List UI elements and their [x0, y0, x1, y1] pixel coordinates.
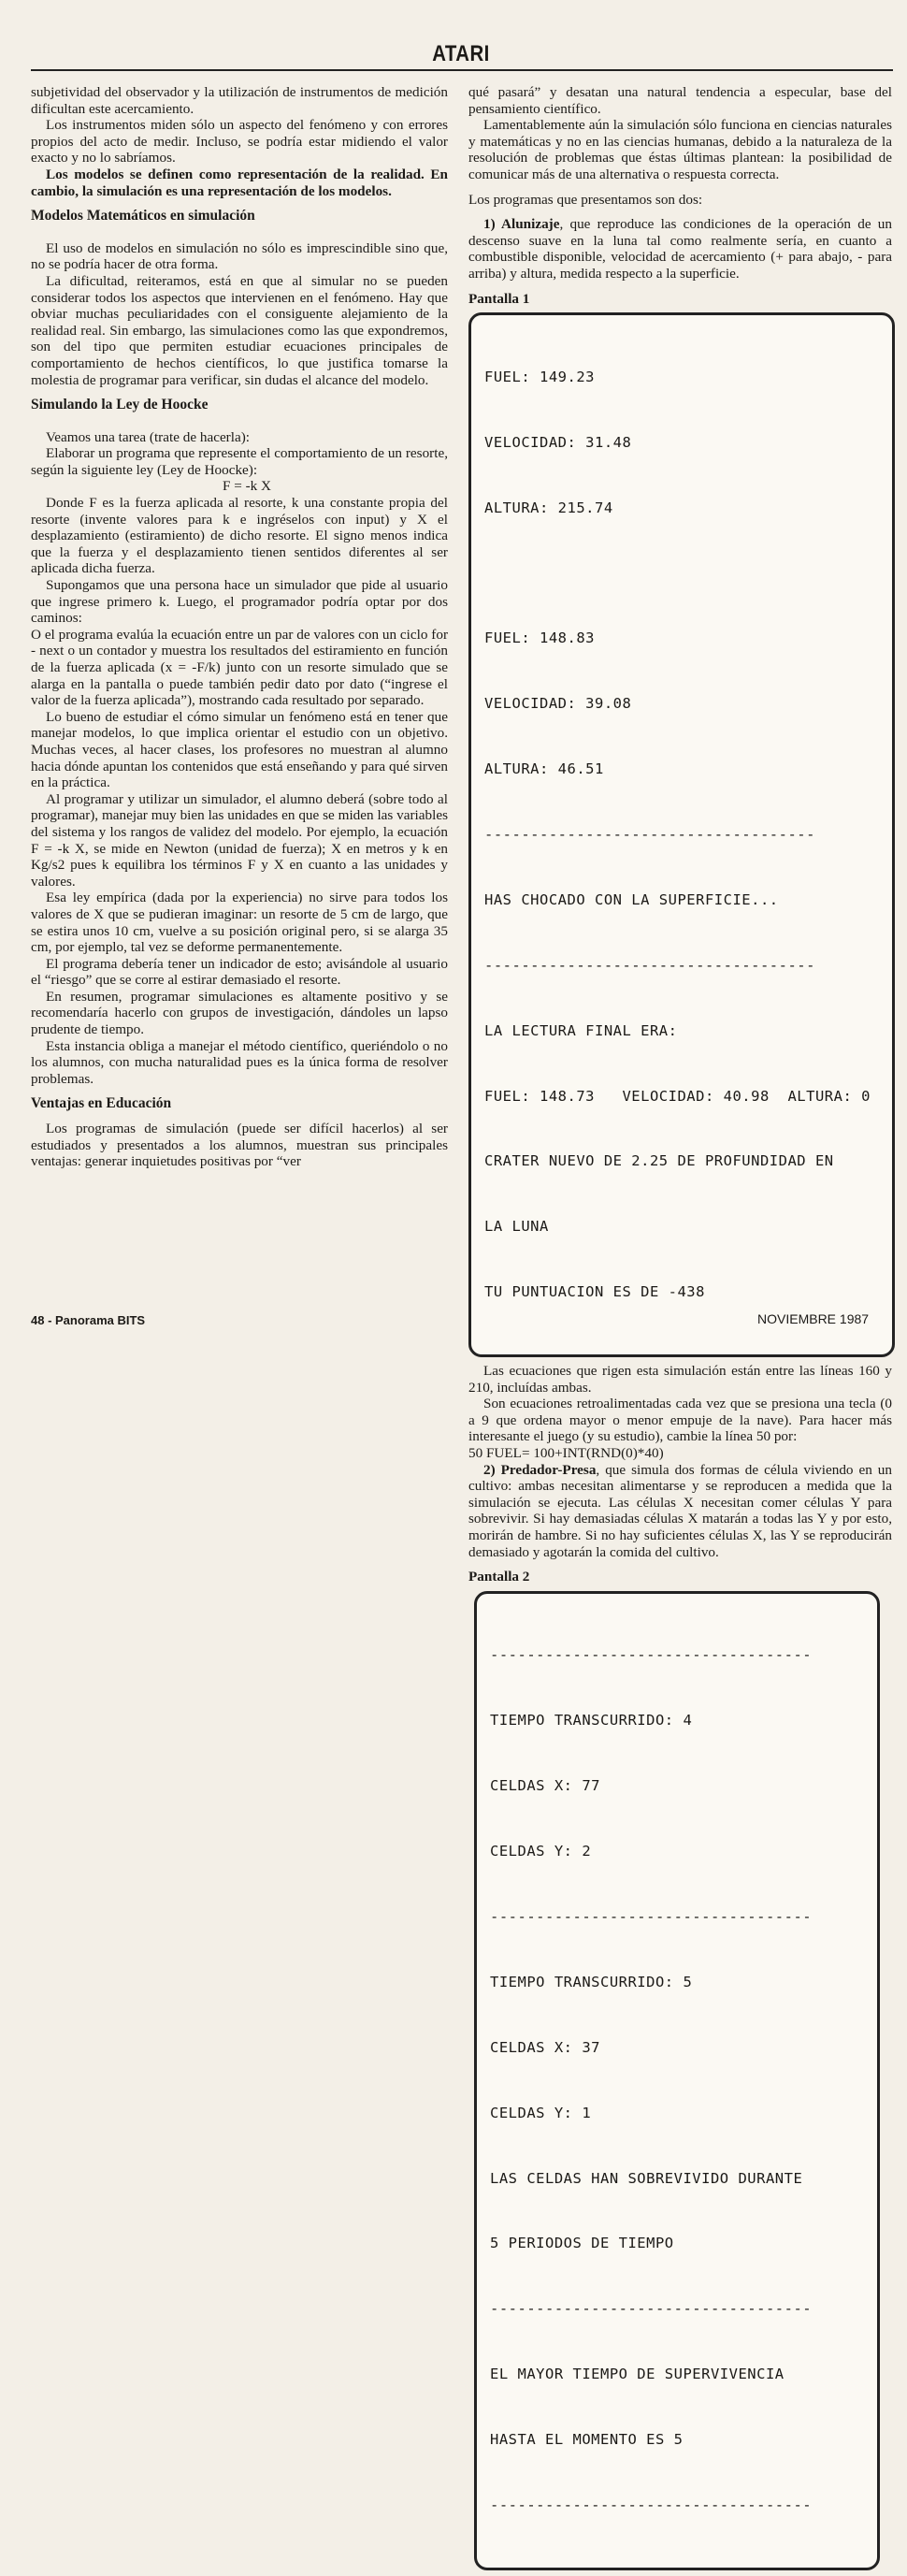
formula: F = -k X [222, 478, 272, 495]
screen-line: TU PUNTUACION ES DE -438 [484, 1283, 705, 1301]
screen-line: LAS CELDAS HAN SOBREVIVIDO DURANTE [490, 2169, 803, 2187]
screen-divider: ------------------------------------ [484, 956, 815, 974]
paragraph: Los instrumentos miden sólo un aspecto del fenómeno y con errores propios del acto de medir. Incluso, se podría estar midiendo el valor exacto y no lo sabríamos. [31, 117, 448, 166]
paragraph-predador [468, 1462, 892, 1561]
screen-line: LA LUNA [484, 1218, 549, 1236]
paragraph: Donde F es la fuerza aplicada al resorte, k una constante propia del resorte (invente valores para k e ingréselos con input) y X el desplazamiento (estiramiento) de dicho resorte. El signo menos indica que la fuerza y el desplazamiento tienen sentidos diferentes al ser aplicada dicha fuerza. [31, 495, 448, 577]
section-heading-simulando: Simulando la Ley de Hoocke [31, 397, 209, 413]
paragraph: En resumen, programar simulaciones es altamente positivo y se recomendaría hacerlo con grupos de investigación, dándoles un lapso prudente de tiempo. [31, 988, 448, 1038]
screen-divider: ----------------------------------- [490, 2496, 813, 2513]
paragraph-text: , que reproduce las condiciones de la operación de un descenso suave en la luna tal como realmente sería, en cuanto a combustible disponible, velocidad de acercamiento (+ para abajo, - para arriba) y altura, medida respecto a la superficie. [468, 216, 892, 282]
footer-page-number: 48 - Panorama BITS [31, 1313, 146, 1327]
paragraph: El uso de modelos en simulación no sólo es imprescindible sino que, no se podría hacer de otra forma. [31, 239, 448, 273]
pantalla-1-label: Pantalla 1 [468, 290, 530, 307]
pantalla-1-screen [468, 312, 895, 1357]
screen-line: TIEMPO TRANSCURRIDO: 5 [490, 1973, 693, 1990]
header-rule [31, 69, 893, 71]
screen-line: ALTURA: 46.51 [484, 760, 604, 778]
left-column [31, 84, 448, 1170]
right-column [468, 84, 892, 2576]
screen-line: CRATER NUEVO DE 2.25 DE PROFUNDIDAD EN [484, 1152, 834, 1170]
screen-line: FUEL: 149.23 [484, 368, 595, 385]
program-name-predador-presa: 2) Predador-Presa [483, 1461, 597, 1478]
pantalla-2-screen [474, 1591, 880, 2570]
screen-line: EL MAYOR TIEMPO DE SUPERVIVENCIA [490, 2366, 785, 2383]
section-heading-modelos: Modelos Matemáticos en simulación [31, 208, 255, 224]
paragraph: Veamos una tarea (trate de hacerla): [46, 428, 250, 445]
screen-line: FUEL: 148.73 VELOCIDAD: 40.98 ALTURA: 0 [484, 1087, 871, 1105]
paragraph: Esta instancia obliga a manejar el método científico, queriéndolo o no los alumnos, con mucha naturalidad pues es la única forma de resolver problemas. [31, 1037, 448, 1087]
screen-line: CELDAS X: 77 [490, 1777, 600, 1795]
screen-line: TIEMPO TRANSCURRIDO: 4 [490, 1712, 693, 1729]
screen-line: VELOCIDAD: 39.08 [484, 695, 632, 713]
page-header-title: ATARI [432, 41, 490, 66]
program-name-alunizaje: 1) Alunizaje [483, 216, 560, 233]
code-line: 50 FUEL= 100+INT(RND(0)*40) [468, 1445, 664, 1462]
paragraph-alunizaje [468, 216, 892, 282]
screen-divider: ----------------------------------- [490, 2300, 813, 2318]
paragraph: El programa debería tener un indicador de esto; avisándole al usuario el “riesgo” que se corre al estirar demasiado el resorte. [31, 955, 448, 989]
paragraph: Lamentablemente aún la simulación sólo funciona en ciencias naturales y matemáticas y no en las ciencias humanas, debido a la naturaleza de la resolución de problemas que éstas últimas plantean: la posibilidad de comunicar más de una alternativa o respuesta correcta. [468, 117, 892, 182]
screen-line: FUEL: 148.83 [484, 630, 595, 647]
screen-line-blank [484, 562, 879, 584]
screen-line: VELOCIDAD: 31.48 [484, 433, 632, 451]
screen-line: HAS CHOCADO CON LA SUPERFICIE... [484, 890, 779, 908]
screen-line: LA LECTURA FINAL ERA: [484, 1021, 678, 1039]
screen-line: HASTA EL MOMENTO ES 5 [490, 2431, 684, 2449]
paragraph: Esa ley empírica (dada por la experiencia) no sirve para todos los valores de X que se pudieran imaginar: un resorte de 5 cm de largo, que se estira unos 10 cm, vuelve a su posición original pero, si se alarga 35 cm, por ejemplo, tal vez se deforme permanentemente. [31, 890, 448, 956]
screen-line: CELDAS Y: 1 [490, 2104, 592, 2121]
paragraph: Al programar y utilizar un simulador, el alumno deberá (sobre todo al programar), manejar muy bien las unidades en que se miden las variables del sistema y los rangos de validez del modelo. Por ejemplo, la ecuación F = -k X, se mide en Newton (unidad de fuerza); X en metros y k en Kg/s2 pues k equilibra los términos F y X en cuanto a las unidades y valores. [31, 790, 448, 890]
screen-divider: ------------------------------------ [484, 825, 815, 843]
section-heading-ventajas: Ventajas en Educación [31, 1095, 172, 1112]
paragraph: Lo bueno de estudiar el cómo simular un fenómeno está en tener que manejar modelos, lo que implica orientar el estudio con un objetivo. Muchas veces, al hacer clases, los profesores no muestran al alumno hacia dónde apuntan los contenidos que está enseñando y para qué sirven en la práctica. [31, 708, 448, 791]
paragraph: subjetividad del observador y la utilización de instrumentos de medición dificultan este acercamiento. [31, 84, 448, 117]
paragraph-text: , que simula dos formas de célula viviendo en un cultivo: ambas necesitan alimentarse y se reproducen a medida que la simulación se ejecuta. Las células X necesitan comer células Y para sobrevivir. Si hay demasiadas células X matarán a todas las Y y por esto, morirán de hambre. Si no hay suficientes células X, las Y se reproducirán demasiado y agotarán la comida del cultivo. [468, 1461, 892, 1560]
paragraph: qué pasará” y desatan una natural tendencia a especular, base del pensamiento científico. [468, 84, 892, 117]
paragraph: Las ecuaciones que rigen esta simulación están entre las líneas 160 y 210, incluídas ambas. [468, 1363, 892, 1396]
screen-line: CELDAS Y: 2 [490, 1843, 592, 1860]
screen-line: CELDAS X: 37 [490, 2038, 600, 2056]
bold-paragraph: Los modelos se definen como representación de la realidad. En cambio, la simulación es una representación de los modelos. [31, 166, 448, 199]
screen-line: 5 PERIODOS DE TIEMPO [490, 2235, 674, 2252]
footer-date: NOVIEMBRE 1987 [757, 1311, 870, 1326]
paragraph: Los programas que presentamos son dos: [468, 191, 703, 208]
pantalla-2-label: Pantalla 2 [468, 1569, 530, 1585]
paragraph: Los programas de simulación (puede ser difícil hacerlos) al ser estudiados y presentados a los alumnos, muestran sus principales ventajas: generar inquietudes positivas por “ver [31, 1121, 448, 1170]
paragraph: Supongamos que una persona hace un simulador que pide al usuario que ingrese primero k. Luego, el programador podría optar por dos caminos: [31, 577, 448, 627]
screen-divider: ----------------------------------- [490, 1907, 813, 1925]
paragraph: La dificultad, reiteramos, está en que al simular no se pueden considerar todos los aspectos que intervienen en el fenómeno. Hay que obviar muchas peculiaridades con el consiguente alejamiento de la realidad real. Sin embargo, las simulaciones como las que expondremos, son del tipo que permiten estudiar ecuaciones principales de comportamiento de hechos científicos, lo que justifica tomarse la molestia de programar para verificar, sin dudas el alcance del modelo. [31, 272, 448, 388]
paragraph: Son ecuaciones retroalimentadas cada vez que se presiona una tecla (0 a 9 que ordena mayor o menor empuje de la nave). Para hacer más interesante el juego (y su estudio), cambie la línea 50 por: [468, 1396, 892, 1445]
screen-line: ALTURA: 215.74 [484, 499, 613, 516]
paragraph: O el programa evalúa la ecuación entre un par de valores con un ciclo for - next o un contador y muestra los resultados del estiramiento en función de la fuerza aplicada (x = -F/k) junto con un resorte simulado que se alarga en la pantalla o puede también pedir dato por dato (“ingrese el valor de la fuerza aplicada”), mostrando cada resultado por separado. [31, 626, 448, 709]
paragraph: Elaborar un programa que represente el comportamiento de un resorte, según la siguiente ley (Ley de Hoocke): [31, 445, 448, 478]
screen-divider: ----------------------------------- [490, 1646, 813, 1664]
